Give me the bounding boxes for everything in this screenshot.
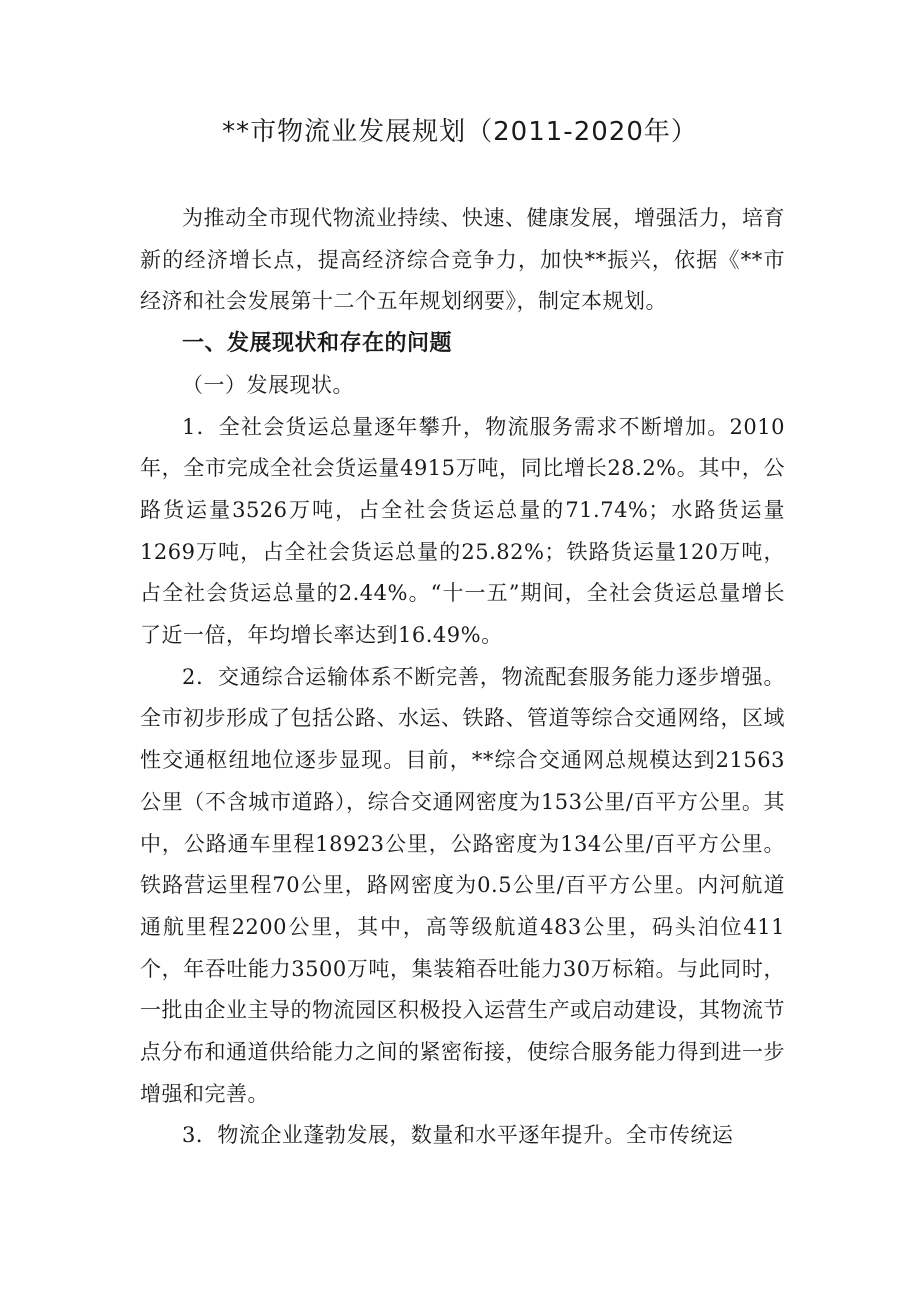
document-body — [140, 198, 785, 1157]
intro-paragraph: 为推动全市现代物流业持续、快速、健康发展，增强活力，培育新的经济增长点，提高经济综合竞争力，加快**振兴，依据《**市经济和社会发展第十二个五年规划纲要》，制定本规划。 — [140, 206, 785, 314]
paragraph-3: 3．物流企业蓬勃发展，数量和水平逐年提升。全市传统运 — [182, 1123, 734, 1148]
paragraph-2: 2．交通综合运输体系不断完善，物流配套服务能力逐步增强。全市初步形成了包括公路、水运、铁路、管道等综合交通网络，区域性交通枢纽地位逐步显现。目前，**综合交通网总规模达到21563公里（不含城市道路），综合交通网密度为153公里/百平方公里。其中，公路通车里程18923公里，公路密度为134公里/百平方公里。铁路营运里程70公里，路网密度为0.5公里/百平方公里。内河航道通航里程2200公里，其中，高等级航道483公里，码头泊位411个，年吞吐能力3500万吨，集装箱吞吐能力30万标箱。与此同时，一批由企业主导的物流园区积极投入运营生产或启动建设，其物流节点分布和通道供给能力之间的紧密衔接，使综合服务能力得到进一步增强和完善。 — [140, 664, 785, 1106]
document-title: **市物流业发展规划（2011-2020年） — [222, 117, 698, 147]
paragraph-1: 1．全社会货运总量逐年攀升，物流服务需求不断增加。2010年，全市完成全社会货运量4915万吨，同比增长28.2%。其中，公路货运量3526万吨，占全社会货运总量的71.74%；水路货运量1269万吨，占全社会货运总量的25.82%；铁路货运量120万吨，占全社会货运总量的2.44%。“十一五”期间，全社会货运总量增长了近一倍，年均增长率达到16.49%。 — [140, 414, 785, 648]
section-heading: 一、发展现状和存在的问题 — [182, 331, 453, 357]
subsection-heading: （一）发展现状。 — [182, 372, 354, 397]
